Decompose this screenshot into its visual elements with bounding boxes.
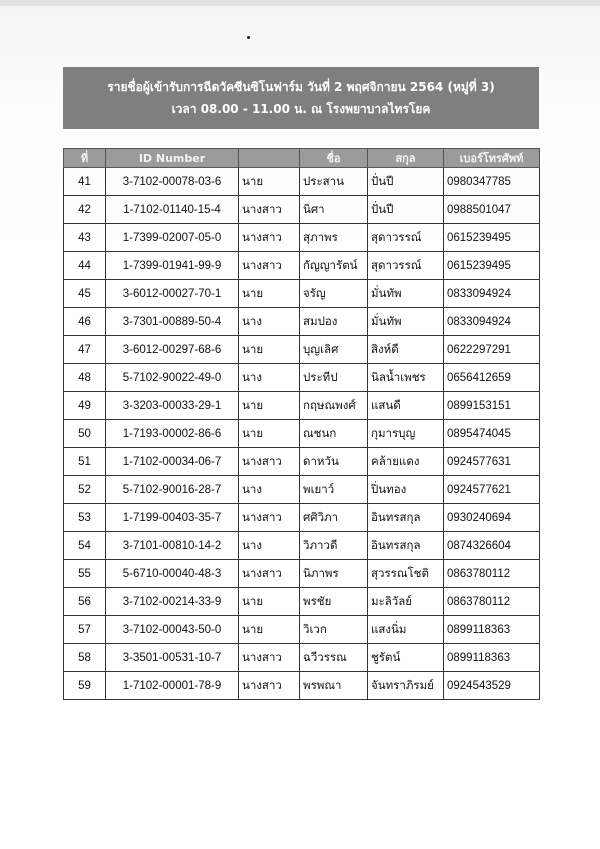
table-row — [64, 420, 540, 448]
first-name-cell: ประสาน — [300, 168, 368, 196]
row-number-cell: 47 — [64, 336, 106, 364]
first-name-cell: กฤษณพงศ์ — [300, 392, 368, 420]
name-title-cell: นางสาว — [239, 644, 300, 672]
surname-cell: มั่นทัพ — [368, 308, 444, 336]
name-title-cell: นางสาว — [239, 560, 300, 588]
name-title-cell: นางสาว — [239, 252, 300, 280]
row-number-cell: 53 — [64, 504, 106, 532]
first-name-cell: บุญเลิศ — [300, 336, 368, 364]
id-number-cell: 3-7102-00214-33-9 — [106, 588, 239, 616]
row-number-cell: 52 — [64, 476, 106, 504]
name-title-cell: นางสาว — [239, 448, 300, 476]
table-row — [64, 168, 540, 196]
row-number-cell: 58 — [64, 644, 106, 672]
table-row — [64, 532, 540, 560]
column-header-surname: สกุล — [368, 149, 444, 168]
first-name-cell: สมปอง — [300, 308, 368, 336]
row-number-cell: 48 — [64, 364, 106, 392]
vaccination-roster-table — [63, 148, 540, 700]
phone-number-cell: 0615239495 — [444, 224, 540, 252]
table-row — [64, 560, 540, 588]
first-name-cell: นิศา — [300, 196, 368, 224]
phone-number-cell: 0899118363 — [444, 644, 540, 672]
id-number-cell: 1-7102-00034-06-7 — [106, 448, 239, 476]
id-number-cell: 1-7199-00403-35-7 — [106, 504, 239, 532]
name-title-cell: นางสาว — [239, 196, 300, 224]
id-number-cell: 1-7399-01941-99-9 — [106, 252, 239, 280]
phone-number-cell: 0622297291 — [444, 336, 540, 364]
header-subtitle: เวลา 08.00 - 11.00 น. ณ โรงพยาบาลไทรโยค — [171, 102, 431, 116]
row-number-cell: 46 — [64, 308, 106, 336]
first-name-cell: ประทีป — [300, 364, 368, 392]
table-row — [64, 476, 540, 504]
surname-cell: ปั่นปี — [368, 168, 444, 196]
table-row — [64, 616, 540, 644]
table-row — [64, 280, 540, 308]
table-row — [64, 364, 540, 392]
name-title-cell: นาย — [239, 588, 300, 616]
id-number-cell: 3-7301-00889-50-4 — [106, 308, 239, 336]
table-row — [64, 308, 540, 336]
table-header-row — [64, 149, 540, 168]
phone-number-cell: 0656412659 — [444, 364, 540, 392]
surname-cell: อินทรสกุล — [368, 504, 444, 532]
row-number-cell: 45 — [64, 280, 106, 308]
row-number-cell: 54 — [64, 532, 106, 560]
surname-cell: สุวรรณโชติ — [368, 560, 444, 588]
name-title-cell: นาย — [239, 336, 300, 364]
row-number-cell: 41 — [64, 168, 106, 196]
first-name-cell: นิภาพร — [300, 560, 368, 588]
phone-number-cell: 0924577621 — [444, 476, 540, 504]
column-header-phone: เบอร์โทรศัพท์ — [444, 149, 540, 168]
first-name-cell: ฉวีวรรณ — [300, 644, 368, 672]
table-row — [64, 448, 540, 476]
phone-number-cell: 0895474045 — [444, 420, 540, 448]
row-number-cell: 43 — [64, 224, 106, 252]
phone-number-cell: 0930240694 — [444, 504, 540, 532]
phone-number-cell: 0988501047 — [444, 196, 540, 224]
table-row — [64, 672, 540, 700]
name-title-cell: นางสาว — [239, 224, 300, 252]
id-number-cell: 3-6012-00297-68-6 — [106, 336, 239, 364]
surname-cell: แสนดี — [368, 392, 444, 420]
name-title-cell: นาย — [239, 280, 300, 308]
name-title-cell: นาง — [239, 476, 300, 504]
table-row — [64, 392, 540, 420]
table-row — [64, 336, 540, 364]
id-number-cell: 5-7102-90016-28-7 — [106, 476, 239, 504]
row-number-cell: 56 — [64, 588, 106, 616]
id-number-cell: 1-7193-00002-86-6 — [106, 420, 239, 448]
column-header-name: ชื่อ — [300, 149, 368, 168]
column-header-id: ID Number — [106, 149, 239, 168]
surname-cell: อินทรสกุล — [368, 532, 444, 560]
column-header-title — [239, 149, 300, 168]
name-title-cell: นาง — [239, 364, 300, 392]
table-body — [64, 168, 540, 700]
first-name-cell: ณชนก — [300, 420, 368, 448]
name-title-cell: นาย — [239, 168, 300, 196]
scan-edge — [0, 0, 600, 6]
phone-number-cell: 0833094924 — [444, 280, 540, 308]
scan-speck — [247, 36, 250, 39]
table-row — [64, 252, 540, 280]
first-name-cell: สุภาพร — [300, 224, 368, 252]
table-row — [64, 588, 540, 616]
table-row — [64, 504, 540, 532]
id-number-cell: 3-7102-00078-03-6 — [106, 168, 239, 196]
row-number-cell: 59 — [64, 672, 106, 700]
name-title-cell: นาย — [239, 616, 300, 644]
row-number-cell: 42 — [64, 196, 106, 224]
surname-cell: ปิ่นทอง — [368, 476, 444, 504]
phone-number-cell: 0980347785 — [444, 168, 540, 196]
surname-cell: กุมารบุญ — [368, 420, 444, 448]
surname-cell: สุดาวรรณ์ — [368, 252, 444, 280]
surname-cell: ปั่นปี — [368, 196, 444, 224]
first-name-cell: กัญญารัตน์ — [300, 252, 368, 280]
name-title-cell: นางสาว — [239, 504, 300, 532]
first-name-cell: พเยาว์ — [300, 476, 368, 504]
row-number-cell: 51 — [64, 448, 106, 476]
phone-number-cell: 0924543529 — [444, 672, 540, 700]
surname-cell: สิงห์ดี — [368, 336, 444, 364]
id-number-cell: 3-3501-00531-10-7 — [106, 644, 239, 672]
surname-cell: มั่นทัพ — [368, 280, 444, 308]
row-number-cell: 49 — [64, 392, 106, 420]
id-number-cell: 3-3203-00033-29-1 — [106, 392, 239, 420]
phone-number-cell: 0833094924 — [444, 308, 540, 336]
first-name-cell: ดาหวัน — [300, 448, 368, 476]
row-number-cell: 57 — [64, 616, 106, 644]
first-name-cell: ศศิวิภา — [300, 504, 368, 532]
surname-cell: จันทราภิรมย์ — [368, 672, 444, 700]
phone-number-cell: 0899118363 — [444, 616, 540, 644]
phone-number-cell: 0874326604 — [444, 532, 540, 560]
first-name-cell: วิภาวดี — [300, 532, 368, 560]
surname-cell: นิลน้ำเพชร — [368, 364, 444, 392]
column-header-no: ที่ — [64, 149, 106, 168]
id-number-cell: 5-6710-00040-48-3 — [106, 560, 239, 588]
table-row — [64, 644, 540, 672]
id-number-cell: 1-7399-02007-05-0 — [106, 224, 239, 252]
name-title-cell: นาย — [239, 392, 300, 420]
header-banner — [63, 67, 539, 129]
phone-number-cell: 0899153151 — [444, 392, 540, 420]
phone-number-cell: 0615239495 — [444, 252, 540, 280]
row-number-cell: 44 — [64, 252, 106, 280]
id-number-cell: 1-7102-01140-15-4 — [106, 196, 239, 224]
name-title-cell: นางสาว — [239, 672, 300, 700]
table-row — [64, 224, 540, 252]
surname-cell: ชูรัตน์ — [368, 644, 444, 672]
id-number-cell: 5-7102-90022-49-0 — [106, 364, 239, 392]
first-name-cell: พรชัย — [300, 588, 368, 616]
name-title-cell: นาง — [239, 308, 300, 336]
id-number-cell: 1-7102-00001-78-9 — [106, 672, 239, 700]
header-title: รายชื่อผู้เข้ารับการฉีดวัคซีนซิโนฟาร์ม วันที่ 2 พฤศจิกายน 2564 (หมู่ที่ 3) — [107, 80, 495, 94]
first-name-cell: วิเวก — [300, 616, 368, 644]
id-number-cell: 3-7101-00810-14-2 — [106, 532, 239, 560]
table-row — [64, 196, 540, 224]
surname-cell: สุดาวรรณ์ — [368, 224, 444, 252]
name-title-cell: นาย — [239, 420, 300, 448]
surname-cell: คล้ายแดง — [368, 448, 444, 476]
row-number-cell: 55 — [64, 560, 106, 588]
surname-cell: มะลิวัลย์ — [368, 588, 444, 616]
phone-number-cell: 0863780112 — [444, 560, 540, 588]
phone-number-cell: 0924577631 — [444, 448, 540, 476]
row-number-cell: 50 — [64, 420, 106, 448]
id-number-cell: 3-6012-00027-70-1 — [106, 280, 239, 308]
id-number-cell: 3-7102-00043-50-0 — [106, 616, 239, 644]
first-name-cell: พรพณา — [300, 672, 368, 700]
name-title-cell: นาง — [239, 532, 300, 560]
surname-cell: แสงนิ่ม — [368, 616, 444, 644]
first-name-cell: จรัญ — [300, 280, 368, 308]
phone-number-cell: 0863780112 — [444, 588, 540, 616]
